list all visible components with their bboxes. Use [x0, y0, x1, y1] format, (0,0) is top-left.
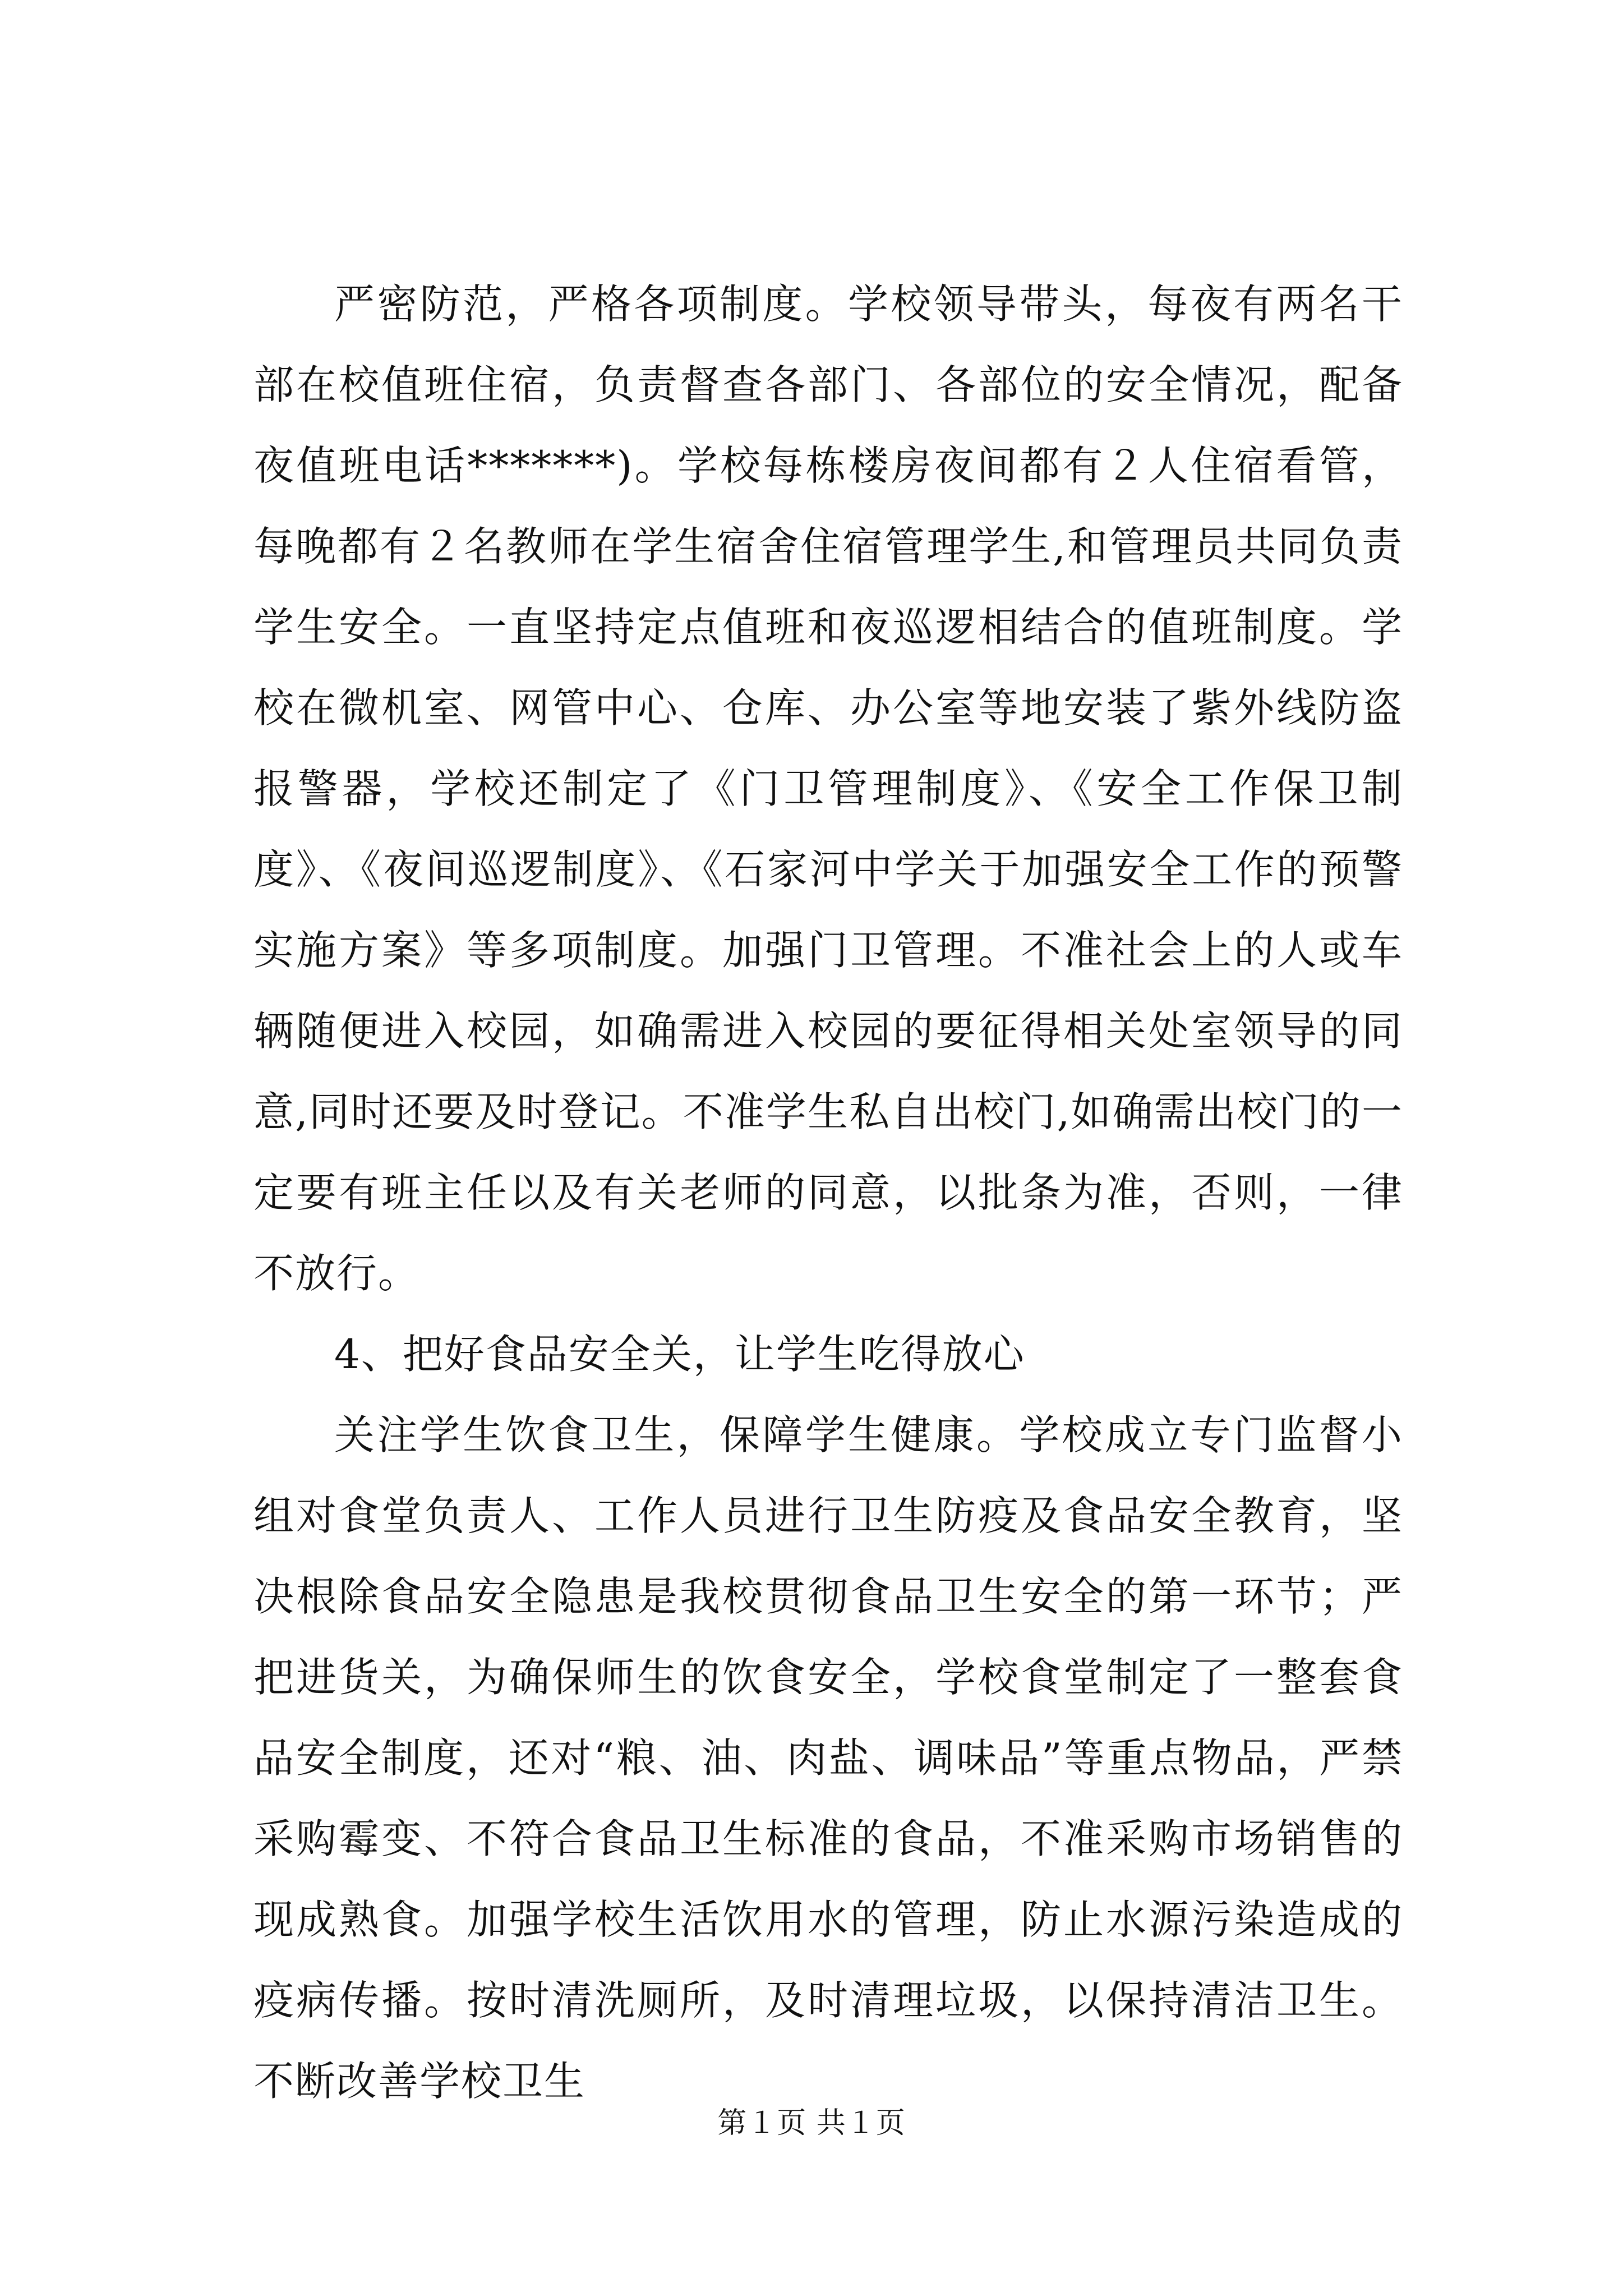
document-body [253, 264, 1403, 2122]
section-heading-food-safety: 4、把好食品安全关，让学生吃得放心 [334, 1331, 1025, 1378]
body-paragraph-food-safety: 关注学生饮食卫生，保障学生健康。学校成立专门监督小组对食堂负责人、工作人员进行卫生防疫及食品安全教育，坚决根除食品安全隐患是我校贯彻食品卫生安全的第一环节；严把进货关，为确保师生的饮食安全，学校食堂制定了一整套食品安全制度，还对“粮、油、肉盐、调味品”等重点物品，严禁采购霉变、不符合食品卫生标准的食品，不准采购市场销售的现成熟食。加强学校生活饮用水的管理，防止水源污染造成的疫病传播。按时清洗厕所，及时清理垃圾，以保持清洁卫生。不断改善学校卫生 [253, 1411, 1403, 2105]
page-footer: 第１页 共１页 [717, 2106, 906, 2140]
body-paragraph-security: 严密防范，严格各项制度。学校领导带头，每夜有两名干部在校值班住宿，负责督查各部门、各部位的安全情况，配备夜值班电话*******)。学校每栋楼房夜间都有２人住宿看管，每晚都有２名教师在学生宿舍住宿管理学生,和管理员共同负责学生安全。一直坚持定点值班和夜巡逻相结合的值班制度。学校在微机室、网管中心、仓库、办公室等地安装了紫外线防盗报警器，学校还制定了《门卫管理制度》、《安全工作保卫制度》、《夜间巡逻制度》、《石家河中学关于加强安全工作的预警实施方案》等多项制度。加强门卫管理。不准社会上的人或车辆随便进入校园，如确需进入校园的要征得相关处室领导的同意,同时还要及时登记。不准学生私自出校门,如确需出校门的一定要有班主任以及有关老师的同意，以批条为准，否则，一律不放行。 [253, 280, 1403, 1297]
